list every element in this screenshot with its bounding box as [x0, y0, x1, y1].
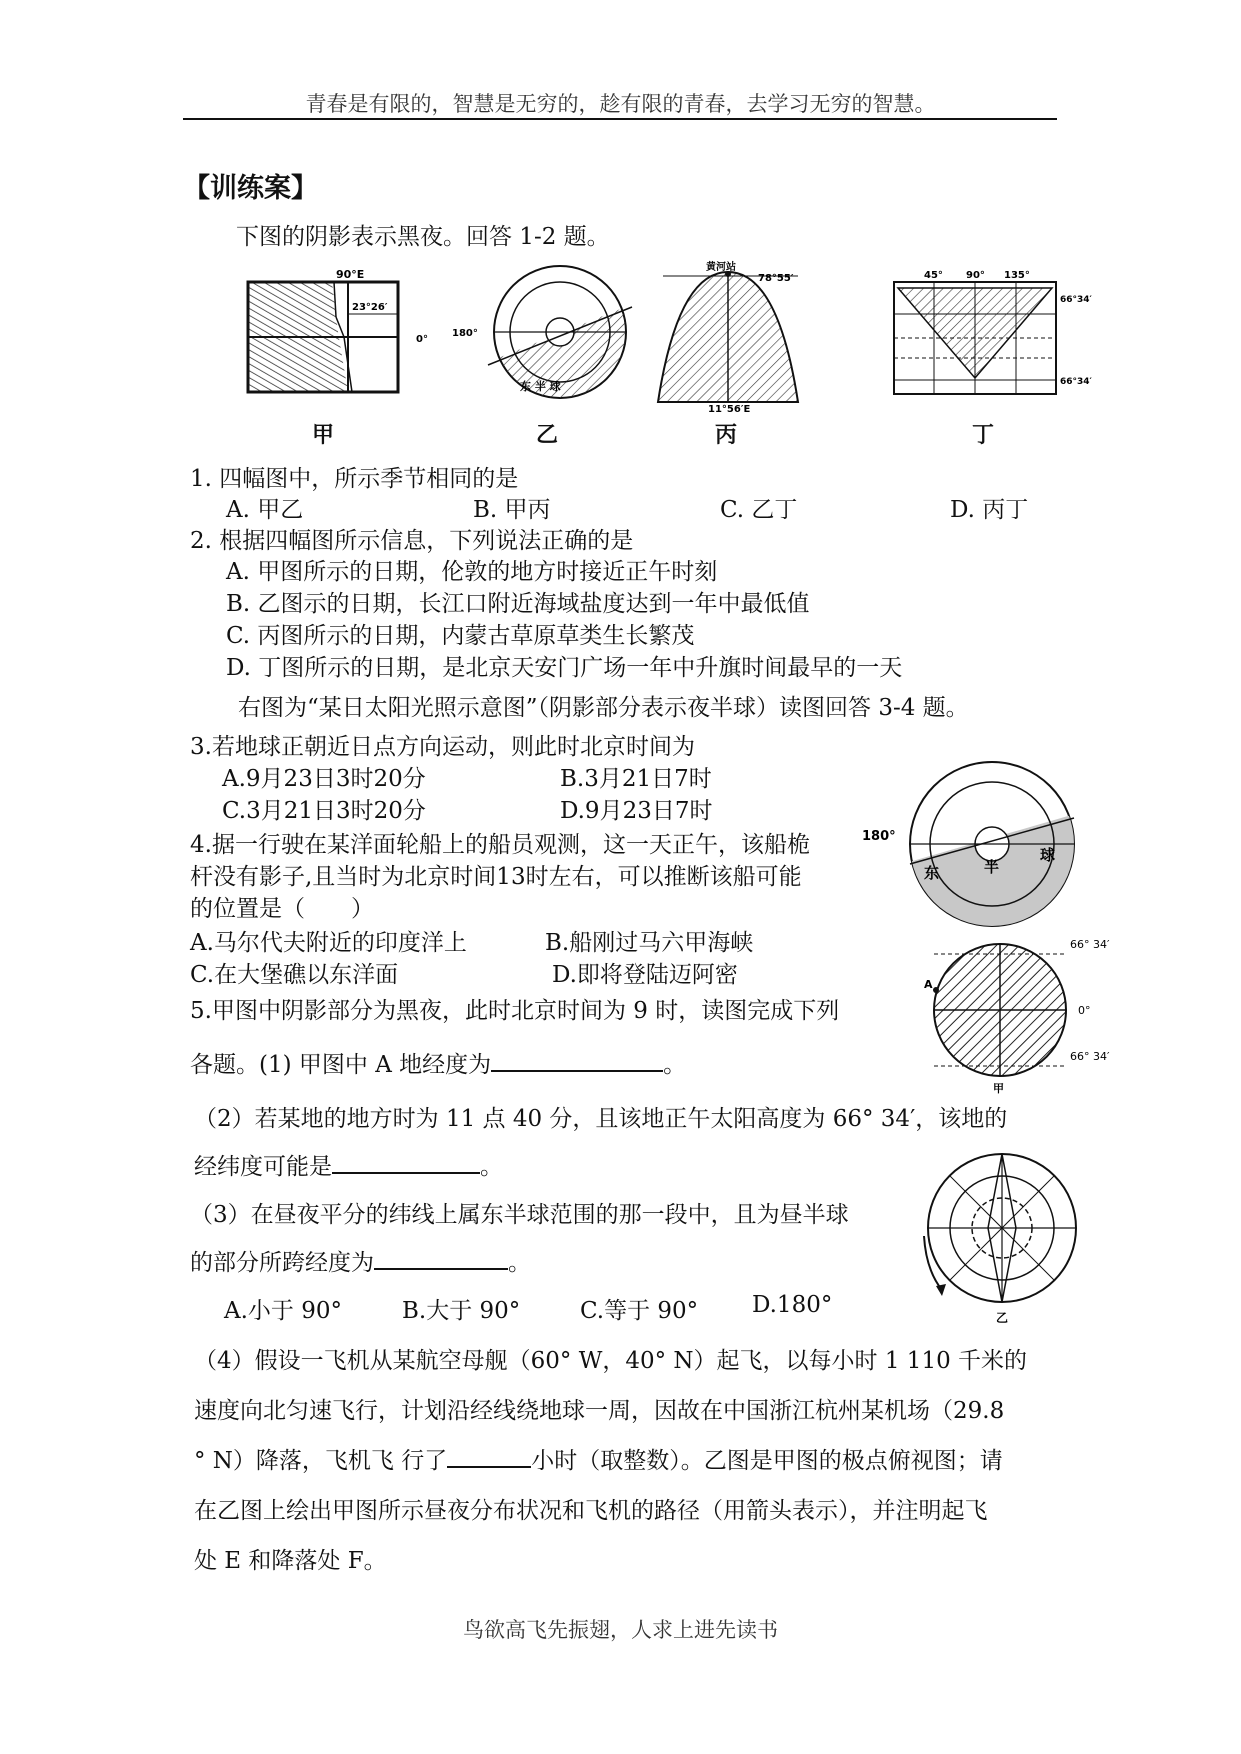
q5-p2-end: 。 [480, 1154, 503, 1180]
q5-p3-line1: （3）在昼夜平分的纬线上属东半球范围的那一段中，且为昼半球 [190, 1202, 849, 1228]
right-jia-point-a: A [924, 978, 933, 991]
right-jia-lat-top: 66° 34′ [1070, 938, 1110, 951]
sunlight-lon-label: 180° [862, 829, 896, 844]
q5-p1-end: 。 [663, 1052, 687, 1078]
q5-p3 [190, 1244, 531, 1277]
q2-option-d: D. 丁图所示的日期，是北京天安门广场一年中升旗时间最早的一天 [226, 655, 903, 681]
footer-motto: 鸟欲高飞先振翅，人求上进先读书 [463, 1618, 778, 1642]
q5-p3-option-b: B.大于 90° [402, 1298, 521, 1324]
caption-jia: 甲 [312, 422, 335, 448]
ding-lat-bottom: 66°34′ [1060, 377, 1092, 387]
right-yi-caption: 乙 [996, 1311, 1009, 1325]
q5-p2-text: 经纬度可能是 [194, 1154, 332, 1180]
q3-stem: 3.若地球正朝近日点方向运动，则此时北京时间为 [190, 734, 695, 760]
q4-line1: 4.据一行驶在某洋面轮船上的船员观测，这一天正午，该船桅 [190, 832, 810, 858]
q5-p2-blank[interactable] [332, 1150, 480, 1174]
q5-line1: 5.甲图中阴影部分为黑夜，此时北京时间为 9 时，读图完成下列 [190, 998, 840, 1024]
q3-option-d: D.9月23日7时 [560, 798, 713, 824]
q4-line2: 杆没有影子,且当时为北京时间13时左右，可以推断该船可能 [190, 864, 802, 890]
q2-stem: 2. 根据四幅图所示信息，下列说法正确的是 [190, 528, 634, 554]
q5-p4-line1: （4）假设一飞机从某航空母舰（60° W，40° N）起飞，以每小时 1 110 千米的 [194, 1348, 1028, 1374]
q3-option-a: A.9月23日3时20分 [222, 766, 426, 792]
q5-p3-option-c: C.等于 90° [580, 1298, 699, 1324]
sunlight-char-2: 半 [984, 858, 1000, 876]
intro-q1-2: 下图的阴影表示黑夜。回答 1-2 题。 [236, 224, 610, 250]
q4-option-a: A.马尔代夫附近的印度洋上 [190, 930, 467, 956]
caption-ding: 丁 [972, 422, 995, 448]
q5-p4-line2: 速度向北匀速飞行，计划沿经线绕地球一周，因故在中国浙江杭州某机场（29.8 [194, 1398, 1005, 1424]
yi-lon-label: 180° [452, 328, 478, 339]
figure-bing [648, 262, 828, 415]
bing-lon-label: 11°56′E [708, 404, 751, 415]
figure-jia [240, 262, 430, 402]
ding-lon-90: 90° [966, 270, 985, 281]
right-jia-eq: 0° [1078, 1004, 1091, 1017]
q5-p4-line3a: ° N）降落，飞机飞 行了 [194, 1448, 448, 1474]
ding-lon-135: 135° [1004, 270, 1030, 281]
q2-option-b: B. 乙图示的日期，长江口附近海域盐度达到一年中最低值 [226, 591, 810, 617]
jia-eq-label: 0° [416, 334, 428, 345]
q1-option-a: A. 甲乙 [226, 497, 304, 523]
q4-option-c: C.在大堡礁以东洋面 [190, 962, 399, 988]
q3-option-b: B.3月21日7时 [560, 766, 712, 792]
jia-lat-label: 23°26′ [352, 302, 388, 313]
q1-option-d: D. 丙丁 [950, 497, 1029, 523]
right-jia-lat-bottom: 66° 34′ [1070, 1050, 1110, 1063]
intro-q3-4: 右图为“某日太阳光照示意图”（阴影部分表示夜半球）读图回答 3-4 题。 [238, 695, 969, 721]
header-motto: 青春是有限的，智慧是无穷的，趁有限的青春，去学习无穷的智慧。 [305, 92, 936, 116]
caption-yi: 乙 [536, 422, 559, 448]
q5-p4-line3b: 小时（取整数）。乙图是甲图的极点俯视图；请 [531, 1448, 1003, 1474]
q5-p3-option-a: A.小于 90° [224, 1298, 342, 1324]
q5-p1 [190, 1046, 686, 1079]
sunlight-char-1: 东 [924, 864, 940, 882]
figure-sunlight [862, 752, 1082, 932]
q5-p2 [194, 1148, 503, 1181]
q1-stem: 1. 四幅图中，所示季节相同的是 [190, 466, 519, 492]
bing-station: 黄河站 [706, 262, 736, 273]
q4-line3: 的位置是（ ） [190, 896, 374, 922]
q5-p3-blank[interactable] [374, 1246, 508, 1270]
q5-p3-option-d: D.180° [752, 1292, 833, 1318]
figure-ding [880, 262, 1120, 402]
q1-option-b: B. 甲丙 [473, 497, 551, 523]
ding-lon-45: 45° [924, 270, 943, 281]
q5-p4-blank[interactable] [447, 1444, 531, 1468]
q5-p4-line3 [194, 1442, 1003, 1475]
right-jia-caption: 甲 [993, 1082, 1004, 1095]
q3-option-c: C.3月21日3时20分 [222, 798, 426, 824]
sunlight-char-3: 球 [1040, 846, 1056, 864]
figure-yi [448, 262, 618, 402]
q1-option-c: C. 乙丁 [720, 497, 798, 523]
q2-option-c: C. 丙图所示的日期，内蒙古草原草类生长繁茂 [226, 623, 695, 649]
q2-option-a: A. 甲图所示的日期，伦敦的地方时接近正午时刻 [226, 559, 718, 585]
figure-right-jia [924, 932, 1120, 1102]
q4-option-b: B.船刚过马六甲海峡 [545, 930, 754, 956]
section-title: 【训练案】 [183, 173, 318, 204]
ding-lat-top: 66°34′ [1060, 295, 1092, 305]
q4-option-d: D.即将登陆迈阿密 [552, 962, 738, 988]
yi-hemisphere: 东 半 球 [520, 380, 561, 393]
jia-lon-label: 90°E [336, 268, 365, 281]
q5-p3-end: 。 [508, 1250, 531, 1276]
figure-right-yi [918, 1150, 1098, 1328]
q5-p1-text: 各题。(1) 甲图中 A 地经度为 [190, 1052, 492, 1078]
q5-p1-blank[interactable] [491, 1048, 663, 1072]
header-divider [183, 118, 1057, 120]
q5-p4-line5: 处 E 和降落处 F。 [194, 1548, 387, 1574]
q5-p3-text: 的部分所跨经度为 [190, 1250, 374, 1276]
q5-p2-line1: （2）若某地的地方时为 11 点 40 分，且该地正午太阳高度为 66° 34′，该地的 [194, 1106, 1008, 1132]
q5-p4-line4: 在乙图上绘出甲图所示昼夜分布状况和飞机的路径（用箭头表示），并注明起飞 [194, 1498, 988, 1524]
bing-lat-label: 78°55′ [758, 273, 794, 284]
caption-bing: 丙 [715, 422, 738, 448]
